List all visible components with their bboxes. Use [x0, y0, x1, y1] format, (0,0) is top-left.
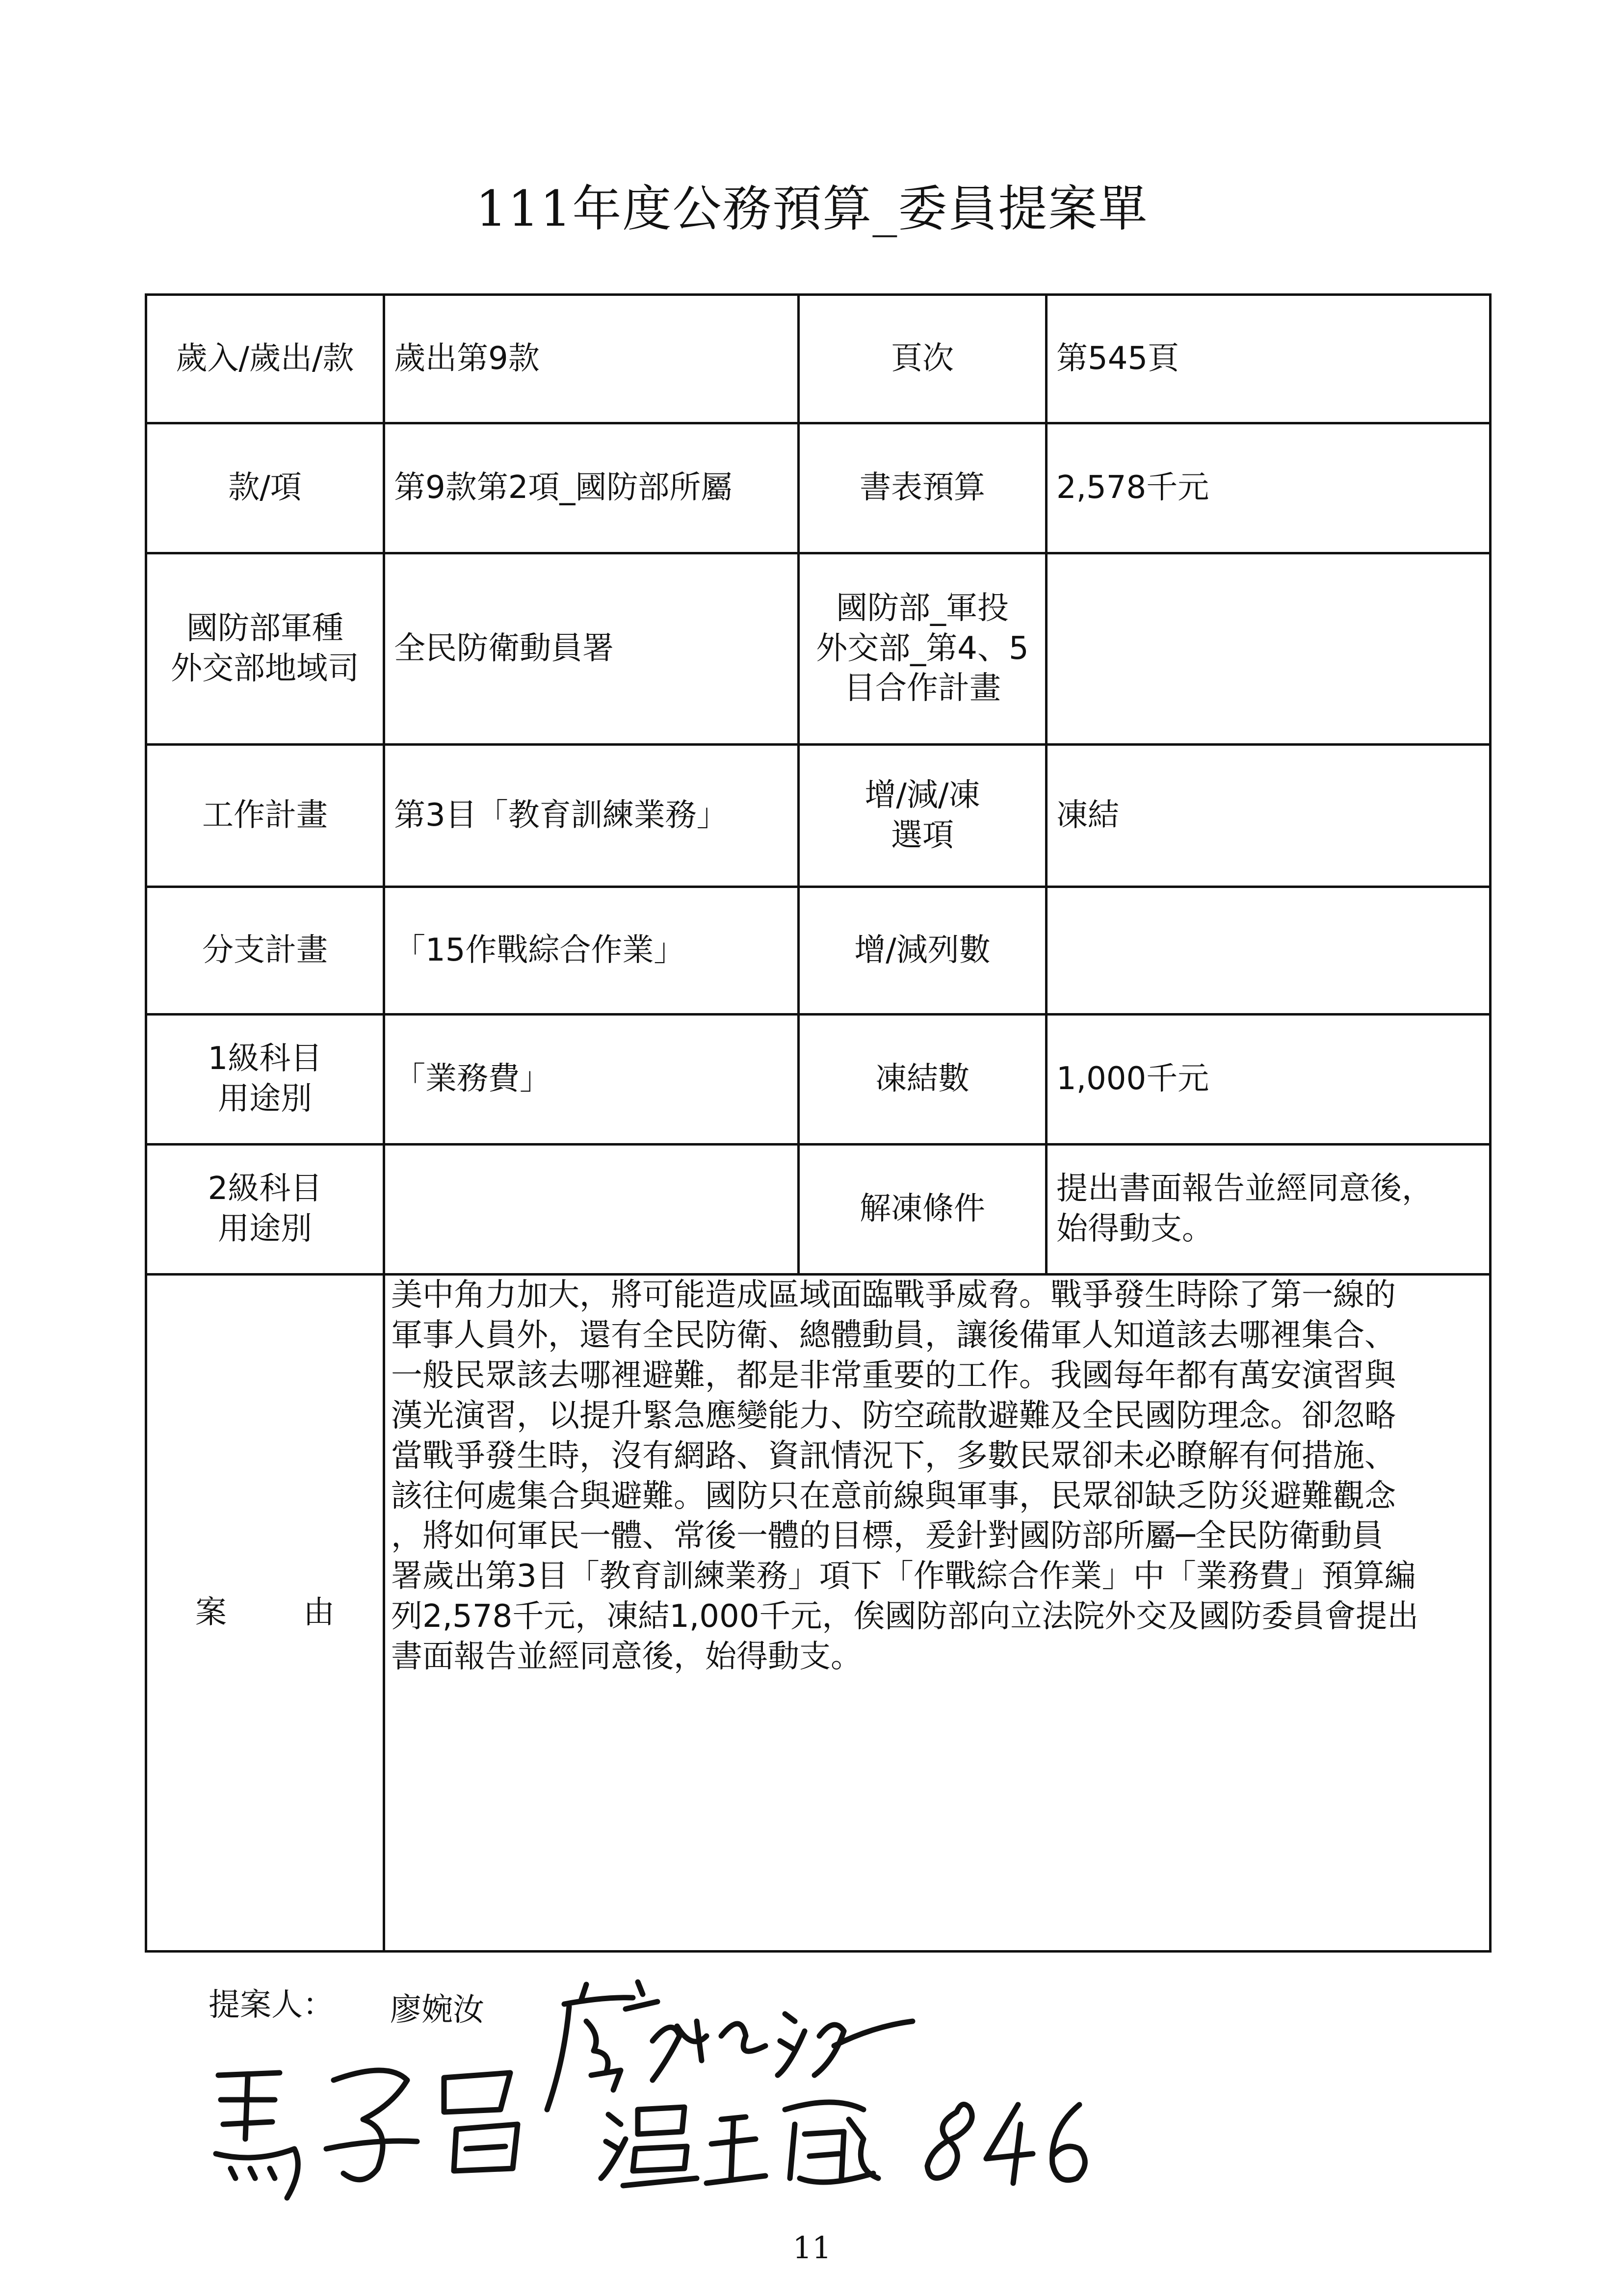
reason-line: ，將如何軍民一體、常後一體的目標，爰針對國防部所屬─全民防衛動員	[391, 1518, 1384, 1555]
reason-line: 列2,578千元，凍結1,000千元，俟國防部向立法院外交及國防委員會提出	[391, 1598, 1419, 1635]
label-cooperation-line2: 外交部_第4、5	[816, 630, 1029, 667]
label-subject-1-line1: 1級科目	[208, 1041, 322, 1077]
reason-line: 漢光演習，以提升緊急應變能力、防空疏散避難及全民國防理念。卻忽略	[391, 1397, 1396, 1434]
signature-wen	[601, 2102, 878, 2186]
label-section: 款/項	[146, 423, 384, 553]
value-unfreeze-condition-line2: 始得動支。	[1056, 1211, 1213, 1247]
label-branch-plan: 分支計畫	[146, 887, 384, 1015]
signature-ma	[216, 2070, 518, 2198]
label-agency-line2: 外交部地域司	[171, 650, 359, 687]
reason-line: 書面報告並經同意後，始得動支。	[391, 1639, 862, 1675]
label-subject-1-line2: 用途別	[218, 1081, 312, 1117]
label-page: 頁次	[799, 295, 1047, 423]
label-subject-2-line2: 用途別	[218, 1211, 312, 1247]
value-agency: 全民防衛動員署	[384, 553, 799, 745]
reason-line: 一般民眾該去哪裡避難，都是非常重要的工作。我國每年都有萬安演習與	[391, 1357, 1396, 1394]
handwritten-number	[927, 2104, 1085, 2183]
value-branch-plan: 「15作戰綜合作業」	[384, 887, 799, 1015]
reason-line: 美中角力加大，將可能造成區域面臨戰爭威脅。戰爭發生時除了第一線的	[391, 1277, 1396, 1313]
value-account: 歲出第9款	[384, 295, 799, 423]
reason-line: 軍事人員外，還有全民防衛、總體動員，讓後備軍人知道該去哪裡集合、	[391, 1317, 1396, 1354]
label-cooperation-line3: 目合作計畫	[844, 670, 1001, 707]
value-page: 第545頁	[1047, 295, 1491, 423]
label-option-line1: 增/減/凍	[864, 777, 980, 813]
label-subject-2-line1: 2級科目	[208, 1171, 322, 1207]
value-subject-1: 「業務費」	[384, 1015, 799, 1145]
label-reason-char1: 案	[195, 1594, 227, 1631]
value-section: 第9款第2項_國防部所屬	[384, 423, 799, 553]
value-budget: 2,578千元	[1047, 423, 1491, 553]
page-number: 11	[792, 2230, 832, 2266]
value-unfreeze-condition-line1: 提出書面報告並經同意後，	[1056, 1171, 1433, 1207]
label-work-plan: 工作計畫	[146, 745, 384, 887]
label-unfreeze-condition: 解凍條件	[799, 1145, 1047, 1275]
proposer-name: 廖婉汝	[390, 1992, 484, 2028]
value-option: 凍結	[1047, 745, 1491, 887]
label-reason-char2: 由	[303, 1594, 335, 1631]
label-option-line2: 選項	[891, 817, 954, 854]
label-cooperation-line1: 國防部_軍投	[836, 590, 1009, 626]
form-title: 111年度公務預算_委員提案單	[475, 180, 1149, 237]
reason-line: 當戰爭發生時，沒有網路、資訊情況下，多數民眾卻未必瞭解有何措施、	[391, 1437, 1396, 1474]
label-budget: 書表預算	[799, 423, 1047, 553]
proposer-label: 提案人：	[209, 1987, 334, 2023]
reason-line: 該往何處集合與避難。國防只在意前線與軍事，民眾卻缺乏防災避難觀念	[391, 1478, 1396, 1514]
label-agency-line1: 國防部軍種	[186, 610, 343, 647]
value-freeze-amount: 1,000千元	[1047, 1015, 1491, 1145]
value-work-plan: 第3目「教育訓練業務」	[384, 745, 799, 887]
label-change-amount: 增/減列數	[799, 887, 1047, 1015]
reason-line: 署歲出第3目「教育訓練業務」項下「作戰綜合作業」中「業務費」預算編	[391, 1558, 1416, 1595]
signature-liao	[547, 1982, 913, 2110]
label-freeze-amount: 凍結數	[799, 1015, 1047, 1145]
label-account: 歲入/歲出/款	[146, 295, 384, 423]
